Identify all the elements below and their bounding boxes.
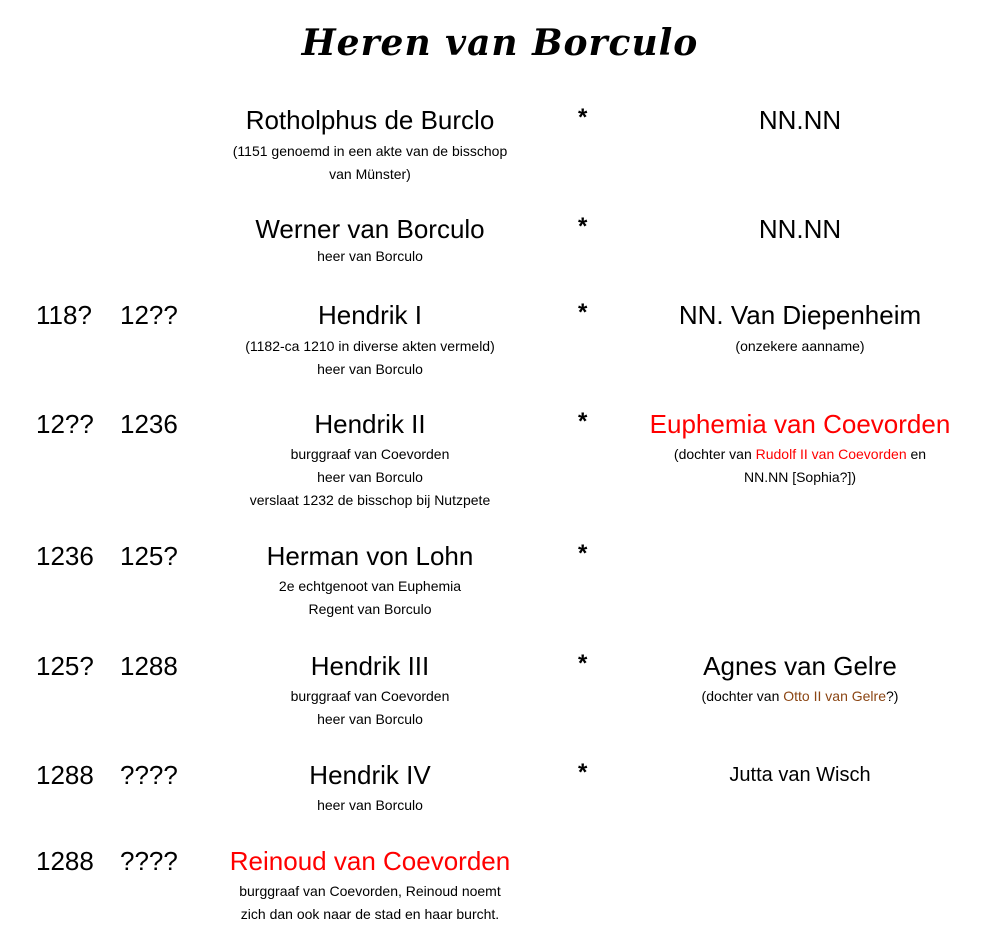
lord-note (180, 443, 560, 512)
spouse-note-text: (dochter van (673, 446, 756, 462)
year-to: ???? (120, 760, 178, 790)
lord-name: Herman von Lohn (266, 541, 474, 571)
lord-note-line: van Münster) (329, 166, 411, 182)
marriage-star: * (578, 213, 588, 240)
lord-note (180, 335, 560, 381)
spouse-name: NN.NN (758, 214, 842, 244)
year-from: 1288 (36, 846, 94, 876)
spouse-note (620, 443, 980, 489)
marriage-star: * (578, 104, 588, 131)
lord-note-line: heer van Borculo (317, 361, 423, 377)
lord-name: Hendrik II (314, 409, 426, 439)
year-from: 1236 (36, 541, 94, 571)
lord-note-line: zich dan ook naar de stad en haar burcht. (240, 906, 500, 922)
spouse-name: Euphemia van Coevorden (649, 409, 951, 439)
lord-note-line: burggraaf van Coevorden (290, 688, 450, 704)
marriage-star: * (578, 540, 588, 567)
lord-note (180, 140, 560, 186)
lord-note-line: heer van Borculo (317, 248, 423, 264)
spouse-note (620, 685, 980, 708)
lord-name: Hendrik IV (309, 760, 431, 790)
lord-note-line: 2e echtgenoot van Euphemia (278, 578, 462, 594)
spouse-note-text: (dochter van (701, 688, 784, 704)
page-title: Heren van Borculo (301, 22, 699, 64)
lord-note-line: burggraaf van Coevorden (290, 446, 450, 462)
lord-note (180, 880, 560, 926)
lord-note-line: burggraaf van Coevorden, Reinoud noemt (239, 883, 501, 899)
year-from: 12?? (36, 409, 94, 439)
year-to: 1288 (120, 651, 178, 681)
spouse-note-text: ?) (885, 688, 899, 704)
spouse-note-text: en (906, 446, 927, 462)
year-to: 125? (120, 541, 178, 571)
spouse-note: (onzekere aanname) (735, 338, 865, 354)
lord-note-line: heer van Borculo (317, 469, 423, 485)
year-from: 125? (36, 651, 94, 681)
spouse-note-line (620, 443, 980, 466)
lord-name: Rotholphus de Burclo (245, 105, 495, 135)
year-from: 118? (36, 300, 92, 330)
spouse-name: Agnes van Gelre (703, 651, 897, 681)
lord-note (180, 245, 560, 268)
year-to: 1236 (120, 409, 178, 439)
parent-link[interactable]: Otto II van Gelre (783, 688, 886, 704)
lord-note (180, 794, 560, 817)
lord-name: Reinoud van Coevorden (229, 846, 511, 876)
spouse-name: NN.NN (758, 105, 842, 135)
lord-note-line: Regent van Borculo (308, 601, 432, 617)
marriage-star: * (578, 299, 588, 326)
lord-note-line: heer van Borculo (317, 797, 423, 813)
marriage-star: * (578, 408, 588, 435)
lord-name: Werner van Borculo (255, 214, 485, 244)
lord-note (180, 685, 560, 731)
lord-note-line: verslaat 1232 de bisschop bij Nutzpete (249, 492, 491, 508)
year-to: ???? (120, 846, 178, 876)
year-to: 12?? (120, 300, 178, 330)
spouse-name: NN. Van Diepenheim (678, 300, 922, 330)
lord-name: Hendrik III (310, 651, 430, 681)
lord-note-line: (1182-ca 1210 in diverse akten vermeld) (245, 338, 495, 354)
lord-note-line: (1151 genoemd in een akte van de bisschop (232, 143, 508, 159)
lord-note (180, 575, 560, 621)
lord-note-line: heer van Borculo (317, 711, 423, 727)
parent-link[interactable]: Rudolf II van Coevorden (755, 446, 907, 462)
spouse-note-line: NN.NN [Sophia?]) (743, 469, 857, 485)
marriage-star: * (578, 650, 588, 677)
lord-name: Hendrik I (317, 300, 423, 330)
spouse-name: Jutta van Wisch (729, 764, 871, 786)
marriage-star: * (578, 759, 588, 786)
year-from: 1288 (36, 760, 94, 790)
